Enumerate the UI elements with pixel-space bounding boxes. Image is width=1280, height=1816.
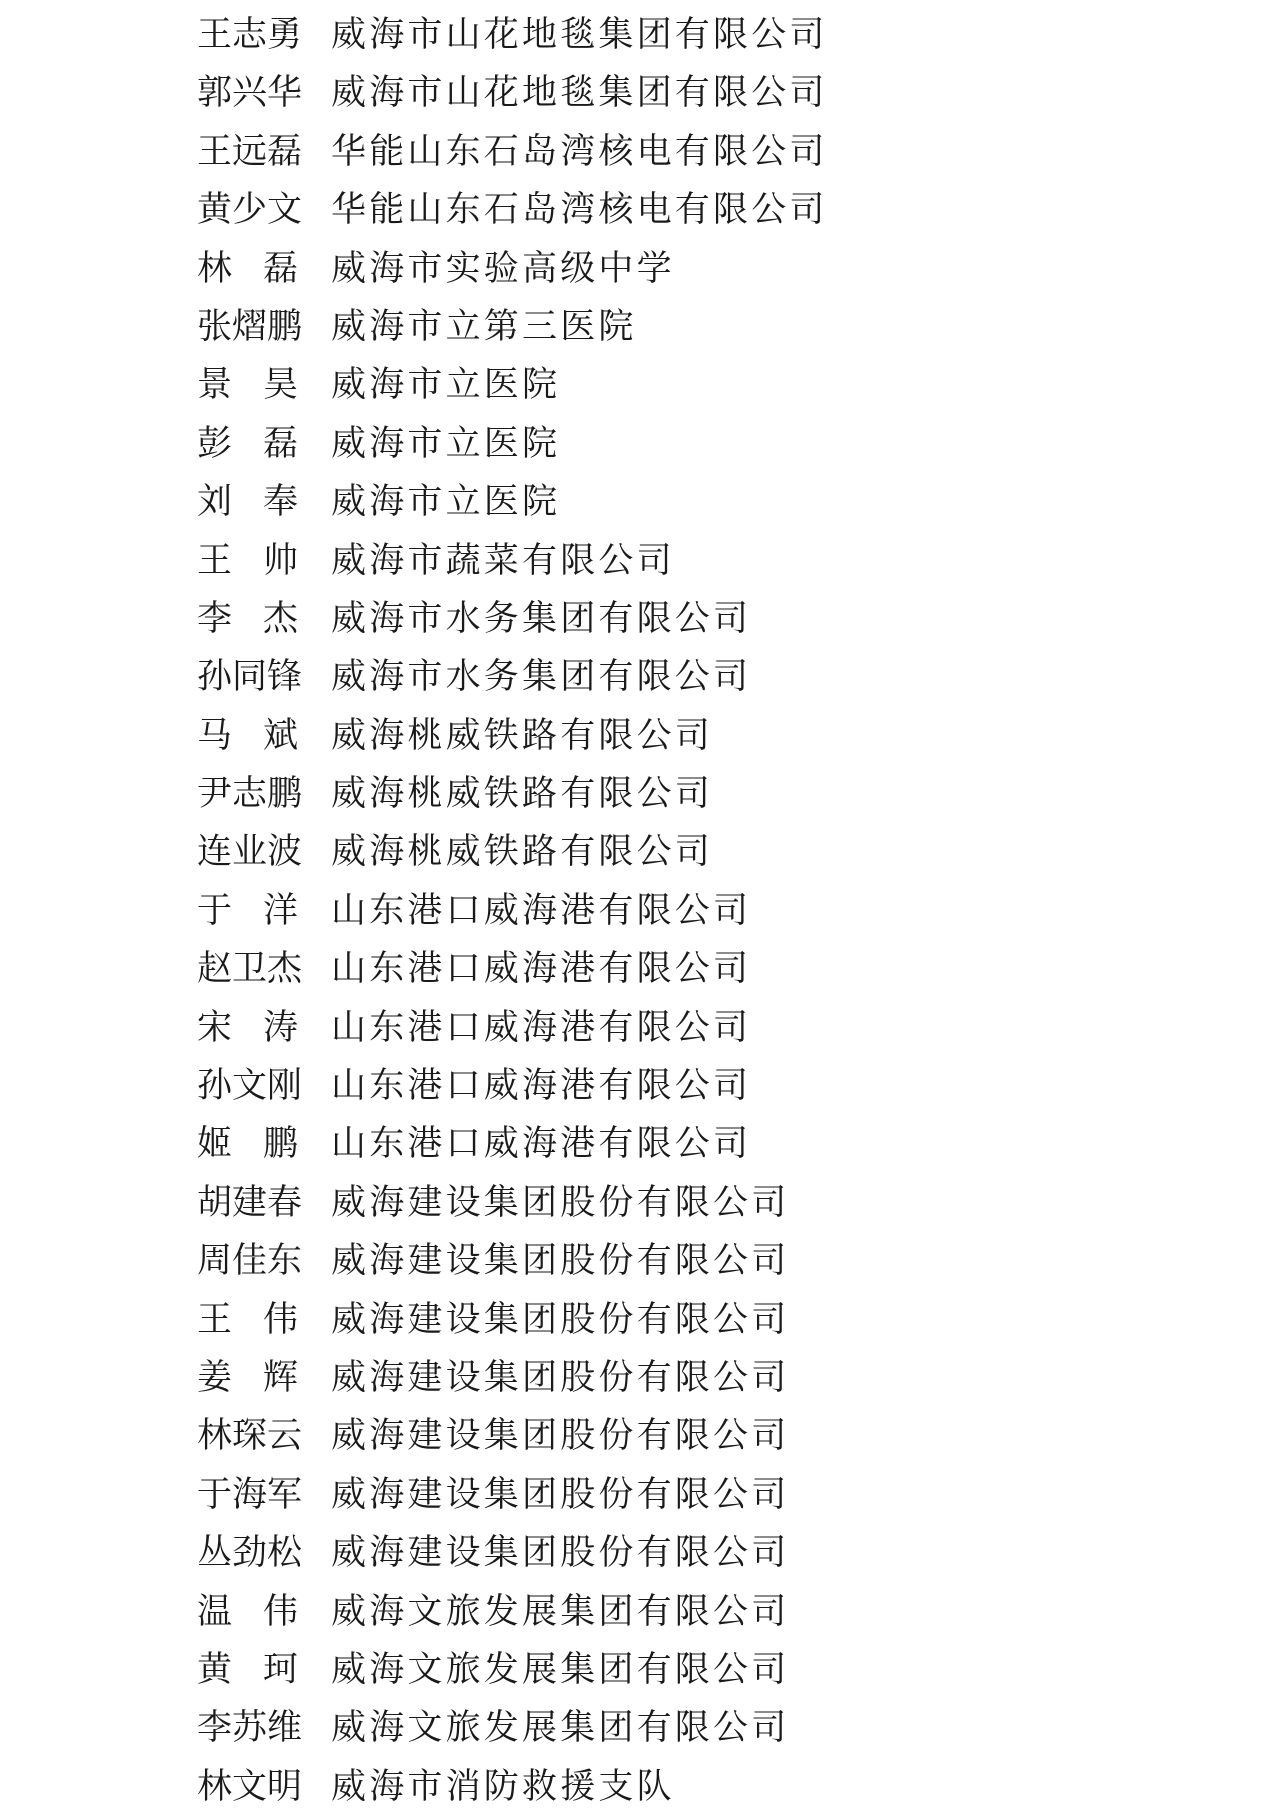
name-char: 杰	[262, 598, 298, 639]
organization-name: 威海建设集团股份有限公司	[331, 1241, 790, 1282]
organization-name: 威海市山花地毯集团有限公司	[331, 15, 828, 55]
person-name	[197, 823, 303, 881]
name-char: 磊	[267, 131, 303, 172]
organization-name: 威海市立医院	[331, 365, 561, 406]
name-char: 张	[197, 306, 233, 347]
name-char: 帅	[262, 540, 298, 581]
name-char: 业	[232, 832, 268, 873]
name-char: 松	[267, 1533, 303, 1574]
name-char: 涛	[262, 1007, 298, 1048]
organization-name: 威海市实验高级中学	[331, 248, 675, 289]
list-item	[197, 181, 1197, 239]
name-char: 姬	[197, 1124, 233, 1165]
name-char: 同	[232, 657, 268, 698]
name-char: 维	[267, 1708, 303, 1749]
name-char: 珂	[262, 1649, 298, 1690]
list-item	[197, 1407, 1197, 1465]
name-char: 丛	[197, 1533, 233, 1574]
organization-name: 威海文旅发展集团有限公司	[331, 1708, 790, 1749]
list-item	[197, 123, 1197, 181]
name-char: 伟	[262, 1299, 298, 1340]
organization-name: 威海建设集团股份有限公司	[331, 1416, 790, 1457]
name-char: 连	[197, 832, 233, 873]
organization-name: 华能山东石岛湾核电有限公司	[331, 131, 828, 172]
name-char: 孙	[197, 657, 233, 698]
organization-name: 威海市蔬菜有限公司	[331, 540, 675, 581]
organization-name: 威海文旅发展集团有限公司	[331, 1591, 790, 1632]
name-char: 明	[267, 1766, 303, 1807]
name-char: 彭	[197, 423, 233, 464]
name-char: 王	[197, 1299, 233, 1340]
list-item	[197, 1291, 1197, 1349]
list-item	[197, 6, 1197, 64]
person-name	[197, 882, 298, 940]
name-char: 于	[197, 890, 233, 931]
name-char: 文	[267, 190, 303, 231]
person-name	[197, 1583, 298, 1641]
name-char: 王	[197, 540, 233, 581]
name-char: 杰	[267, 949, 303, 990]
name-char: 郭	[197, 73, 233, 114]
list-item	[197, 765, 1197, 823]
organization-name: 山东港口威海港有限公司	[331, 1066, 752, 1107]
organization-name: 威海建设集团股份有限公司	[331, 1357, 790, 1398]
name-char: 磊	[262, 248, 298, 289]
name-char: 胡	[197, 1182, 233, 1223]
name-char: 文	[232, 1766, 268, 1807]
name-char: 李	[197, 598, 233, 639]
person-name	[197, 1699, 303, 1757]
name-char: 锋	[267, 657, 303, 698]
name-char: 春	[267, 1182, 303, 1223]
list-item	[197, 882, 1197, 940]
person-name	[197, 940, 303, 998]
organization-name: 威海桃威铁路有限公司	[331, 832, 714, 873]
name-char: 华	[267, 73, 303, 114]
name-char: 少	[232, 190, 268, 231]
person-name	[197, 1407, 303, 1465]
person-name	[197, 123, 303, 181]
name-char: 鹏	[262, 1124, 298, 1165]
organization-name: 威海市立医院	[331, 482, 561, 523]
person-name	[197, 1174, 303, 1232]
list-item	[197, 298, 1197, 356]
name-char: 卫	[232, 949, 268, 990]
list-item	[197, 648, 1197, 706]
list-item	[197, 1758, 1197, 1816]
person-name	[197, 1115, 298, 1173]
list-item	[197, 1699, 1197, 1757]
list-item	[197, 1115, 1197, 1173]
list-item	[197, 590, 1197, 648]
list-item	[197, 1057, 1197, 1115]
organization-name: 威海市立第三医院	[331, 306, 637, 347]
organization-name: 威海市水务集团有限公司	[331, 657, 752, 698]
person-name	[197, 1232, 303, 1290]
name-char: 劲	[232, 1533, 268, 1574]
list-item	[197, 532, 1197, 590]
person-name	[197, 64, 303, 122]
organization-name: 威海市山花地毯集团有限公司	[331, 73, 828, 114]
name-char: 鹏	[267, 306, 303, 347]
name-char: 周	[197, 1241, 233, 1282]
person-name	[197, 648, 303, 706]
name-char: 建	[232, 1182, 268, 1223]
person-name	[197, 1524, 303, 1582]
name-char: 姜	[197, 1357, 233, 1398]
person-name	[197, 356, 298, 414]
organization-name: 威海桃威铁路有限公司	[331, 715, 714, 756]
person-name	[197, 532, 298, 590]
organization-name: 山东港口威海港有限公司	[331, 890, 752, 931]
person-name	[197, 6, 303, 64]
name-list	[197, 6, 1197, 1816]
name-char: 景	[197, 365, 233, 406]
name-char: 刚	[267, 1066, 303, 1107]
name-char: 李	[197, 1708, 233, 1749]
name-char: 云	[267, 1416, 303, 1457]
name-char: 孙	[197, 1066, 233, 1107]
person-name	[197, 1758, 303, 1816]
name-char: 兴	[232, 73, 268, 114]
list-item	[197, 999, 1197, 1057]
person-name	[197, 181, 303, 239]
name-char: 奉	[262, 482, 298, 523]
name-char: 斌	[262, 715, 298, 756]
person-name	[197, 999, 298, 1057]
organization-name: 威海市消防救援支队	[331, 1766, 675, 1807]
name-char: 东	[267, 1241, 303, 1282]
person-name	[197, 1641, 298, 1699]
person-name	[197, 473, 298, 531]
name-char: 伟	[262, 1591, 298, 1632]
name-char: 马	[197, 715, 233, 756]
person-name	[197, 590, 298, 648]
name-char: 苏	[232, 1708, 268, 1749]
person-name	[197, 415, 298, 473]
list-item	[197, 1174, 1197, 1232]
organization-name: 山东港口威海港有限公司	[331, 1007, 752, 1048]
list-item	[197, 415, 1197, 473]
person-name	[197, 298, 303, 356]
name-char: 王	[197, 131, 233, 172]
name-char: 林	[197, 248, 233, 289]
name-char: 洋	[262, 890, 298, 931]
organization-name: 威海桃威铁路有限公司	[331, 774, 714, 815]
person-name	[197, 1349, 298, 1407]
person-name	[197, 1291, 298, 1349]
name-char: 熠	[232, 306, 268, 347]
list-item	[197, 1349, 1197, 1407]
list-item	[197, 1641, 1197, 1699]
name-char: 刘	[197, 482, 233, 523]
name-char: 文	[232, 1066, 268, 1107]
person-name	[197, 765, 303, 823]
name-char: 黄	[197, 190, 233, 231]
person-name	[197, 240, 298, 298]
list-item	[197, 473, 1197, 531]
name-char: 波	[267, 832, 303, 873]
person-name	[197, 1466, 303, 1524]
organization-name: 威海建设集团股份有限公司	[331, 1182, 790, 1223]
name-char: 宋	[197, 1007, 233, 1048]
person-name	[197, 1057, 303, 1115]
name-char: 志	[232, 774, 268, 815]
list-item	[197, 823, 1197, 881]
name-char: 于	[197, 1474, 233, 1515]
list-item	[197, 940, 1197, 998]
name-char: 赵	[197, 949, 233, 990]
list-item	[197, 1524, 1197, 1582]
organization-name: 山东港口威海港有限公司	[331, 949, 752, 990]
organization-name: 威海建设集团股份有限公司	[331, 1299, 790, 1340]
name-char: 军	[267, 1474, 303, 1515]
organization-name: 威海文旅发展集团有限公司	[331, 1649, 790, 1690]
name-char: 远	[232, 131, 268, 172]
name-char: 琛	[232, 1416, 268, 1457]
list-item	[197, 1232, 1197, 1290]
name-char: 磊	[262, 423, 298, 464]
name-char: 黄	[197, 1649, 233, 1690]
person-name	[197, 707, 298, 765]
name-char: 王	[197, 15, 233, 55]
organization-name: 威海市水务集团有限公司	[331, 598, 752, 639]
name-char: 海	[232, 1474, 268, 1515]
organization-name: 威海建设集团股份有限公司	[331, 1533, 790, 1574]
list-item	[197, 356, 1197, 414]
organization-name: 山东港口威海港有限公司	[331, 1124, 752, 1165]
name-char: 佳	[232, 1241, 268, 1282]
name-char: 尹	[197, 774, 233, 815]
name-char: 林	[197, 1766, 233, 1807]
organization-name: 威海市立医院	[331, 423, 561, 464]
list-item	[197, 1466, 1197, 1524]
list-item	[197, 707, 1197, 765]
name-char: 鹏	[267, 774, 303, 815]
organization-name: 华能山东石岛湾核电有限公司	[331, 190, 828, 231]
name-char: 林	[197, 1416, 233, 1457]
name-char: 温	[197, 1591, 233, 1632]
name-char: 勇	[267, 15, 303, 55]
name-char: 志	[232, 15, 268, 55]
name-char: 辉	[262, 1357, 298, 1398]
organization-name: 威海建设集团股份有限公司	[331, 1474, 790, 1515]
name-char: 昊	[262, 365, 298, 406]
list-item	[197, 1583, 1197, 1641]
list-item	[197, 240, 1197, 298]
list-item	[197, 64, 1197, 122]
